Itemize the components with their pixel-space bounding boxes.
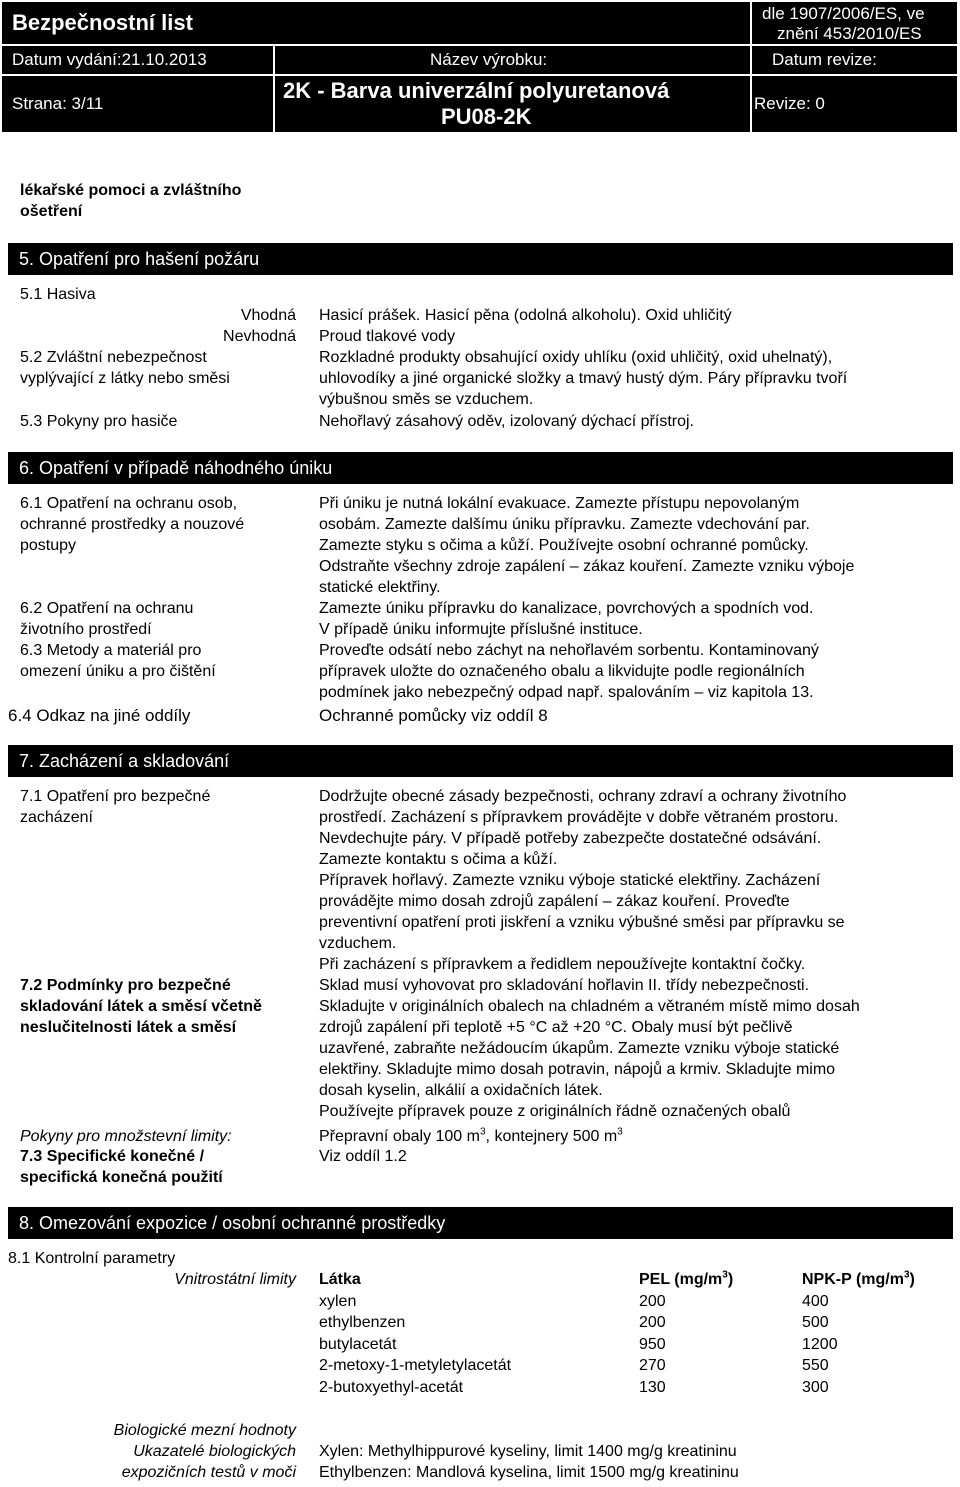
s6-1-value-line-3: Zamezte styku s očima a kůží. Používejte osobní ochranné pomůcky. [319, 537, 809, 554]
section-6-heading: 6. Opatření v případě náhodného úniku [8, 452, 953, 484]
limits-sup-1: 3 [479, 1126, 486, 1138]
s7-2-value-line: zdrojů zapálení při teplotě +5 °C až +20 °C. Obaly musí být pečlivě [319, 1019, 793, 1036]
s7-1-value-line: preventivní opatření proti jiskření a vzniku výbušné směsi par přípravku se [319, 914, 845, 931]
s7-2-value-line: Skladujte v originálních obalech na chladném a větraném místě mimo dosah [319, 998, 860, 1015]
header-product-label-cell [275, 46, 750, 74]
revision-number: Revize: 0 [754, 94, 825, 113]
header-title-cell [2, 2, 750, 44]
s5-2-value-line-1: Rozkladné produkty obsahující oxidy uhlíku (oxid uhličitý, oxid uhelnatý), [319, 349, 833, 366]
pel-header-sup: 3 [722, 1269, 728, 1281]
s7-1-value-line: Při zacházení s přípravkem a ředidlem nepoužívejte kontaktní čočky. [319, 956, 806, 973]
s6-1-label-line-1: 6.1 Opatření na ochranu osob, [20, 495, 238, 512]
row-pel: 270 [639, 1357, 666, 1374]
row-substance: butylacetát [319, 1336, 397, 1353]
s5-suitable-label: Vhodná [240, 307, 296, 324]
npk-header-text-a: NPK-P (mg/m [802, 1271, 904, 1288]
s6-2-value-line-1: Zamezte úniku přípravku do kanalizace, povrchových a spodních vod. [319, 600, 814, 617]
s7-1-value-line: provádějte mimo dosah zdrojů zapálení – zákaz kouření. Proveďte [319, 893, 790, 910]
s7-2-value-line: elektřiny. Skladujte mimo dosah potravin, nápojů a krmiv. Skladujte mimo [319, 1061, 836, 1078]
s8-biological-value-line-1: Xylen: Methylhippurové kyseliny, limit 1400 mg/g kreatininu [319, 1443, 737, 1460]
header-regulation-cell [752, 2, 957, 44]
row-pel: 950 [639, 1336, 666, 1353]
s5-unsuitable-value: Proud tlakové vody [319, 328, 456, 345]
s7-2-value-line: Sklad musí vyhovovat pro skladování hořlavin II. třídy nebezpečnosti. [319, 977, 810, 994]
pel-header-text-b: ) [727, 1271, 734, 1288]
s6-3-label-line-1: 6.3 Metody a materiál pro [20, 642, 202, 659]
s7-2-value-line: dosah kyselin, alkálií a oxidačních látek. [319, 1082, 603, 1099]
s5-1-label: 5.1 Hasiva [20, 286, 96, 303]
s6-1-value-line-4: Odstraňte všechny zdroje zapálení – zákaz kouření. Zamezte vzniku výboje [319, 558, 855, 575]
s8-1-label: 8.1 Kontrolní parametry [8, 1250, 176, 1267]
section-4-tail-line-1: lékařské pomoci a zvláštního [20, 182, 242, 199]
issue-date: Datum vydání:21.10.2013 [12, 50, 207, 69]
s7-2-value-line: uzavřené, zabraňte nežádoucím úkapům. Zamezte vzniku výboje statické [319, 1040, 840, 1057]
s7-quantity-limits-value [319, 1126, 623, 1147]
s8-biological-limits-label: Biologické mezní hodnoty [113, 1422, 296, 1439]
regulation-line-1: dle 1907/2006/ES, ve [762, 4, 925, 23]
s6-3-value-line-1: Proveďte odsátí nebo záchyt na nehořlavém sorbentu. Kontaminovaný [319, 642, 819, 659]
header-revision-cell [752, 76, 957, 132]
section-5-heading: 5. Opatření pro hašení požáru [8, 243, 953, 275]
row-npk: 1200 [802, 1336, 838, 1353]
s6-4-value: Ochranné pomůcky viz oddíl 8 [319, 706, 548, 725]
s7-2-value-line: Používejte přípravek pouze z originálních řádně označených obalů [319, 1103, 791, 1120]
col-npk-header [802, 1269, 915, 1290]
s7-3-label-line-1: 7.3 Specifické konečné / [20, 1148, 205, 1165]
row-npk: 300 [802, 1379, 829, 1396]
s8-national-limits-label: Vnitrostátní limity [174, 1271, 296, 1288]
sheet-title: Bezpečnostní list [12, 10, 193, 35]
product-name-line-1: 2K - Barva univerzální polyuretanová [283, 78, 670, 103]
s8-biological-value-line-2: Ethylbenzen: Mandlová kyselina, limit 1500 mg/g kreatininu [319, 1464, 739, 1481]
row-pel: 200 [639, 1314, 666, 1331]
revision-date-label: Datum revize: [772, 50, 877, 69]
limits-value-part-1: Přepravní obaly 100 m [319, 1128, 480, 1145]
s7-1-value [319, 786, 954, 975]
s5-2-value-line-2: uhlovodíky a jiné organické složky a tmavý hustý dým. Páry přípravku tvoří [319, 370, 848, 387]
s6-1-value-line-1: Při úniku je nutná lokální evakuace. Zamezte přístupu nepovolaným [319, 495, 800, 512]
s6-1-label-line-2: ochranné prostředky a nouzové [20, 516, 245, 533]
s7-1-value-line: Dodržujte obecné zásady bezpečnosti, ochrany zdraví a ochrany životního [319, 788, 847, 805]
s7-2-label-line-3: neslučitelnosti látek a směsí [20, 1019, 237, 1036]
s7-1-value-line: prostředí. Zacházení s přípravkem provádějte v dobře větraném prostoru. [319, 809, 839, 826]
s7-1-value-line: vzduchem. [319, 935, 397, 952]
s7-quantity-limits-label: Pokyny pro množstevní limity: [20, 1128, 232, 1145]
header-page-cell [2, 76, 273, 132]
limits-sup-2: 3 [617, 1126, 623, 1138]
s5-3-label: 5.3 Pokyny pro hasiče [20, 413, 178, 430]
page-number: Strana: 3/11 [12, 94, 104, 113]
npk-header-text-b: ) [909, 1271, 915, 1288]
s6-1-value-line-5: statické elektřiny. [319, 579, 441, 596]
s6-3-value-line-2: přípravek uložte do označeného obalu a likvidujte podle regionálních [319, 663, 805, 680]
row-substance: ethylbenzen [319, 1314, 406, 1331]
row-substance: 2-metoxy-1-metyletylacetát [319, 1357, 512, 1374]
s6-1-label-line-3: postupy [20, 537, 77, 554]
s6-1-value-line-2: osobám. Zamezte dalšímu úniku přípravku. Zamezte vdechování par. [319, 516, 810, 533]
pel-header-text-a: PEL (mg/m [639, 1271, 723, 1288]
row-npk: 400 [802, 1293, 829, 1310]
s7-1-value-line: Zamezte kontaktu s očima a kůží. [319, 851, 558, 868]
row-pel: 130 [639, 1379, 666, 1396]
s6-2-label-line-1: 6.2 Opatření na ochranu [20, 600, 194, 617]
s8-biological-indicator-line-1: Ukazatelé biologických [133, 1443, 296, 1460]
s5-suitable-value: Hasicí prášek. Hasicí pěna (odolná alkoholu). Oxid uhličitý [319, 307, 732, 324]
s5-2-label-line-2: vyplývající z látky nebo směsi [20, 370, 230, 387]
s6-3-label-line-2: omezení úniku a pro čištění [20, 663, 216, 680]
header-product-cell [275, 76, 750, 132]
document-header [0, 0, 960, 148]
product-name-label: Název výrobku: [430, 50, 548, 69]
row-substance: xylen [319, 1293, 357, 1310]
s7-1-label-line-2: zacházení [20, 809, 93, 826]
s6-3-value-line-3: podmínek jako nebezpečný odpad např. spalováním – viz kapitola 13. [319, 684, 814, 701]
s7-1-label-line-1: 7.1 Opatření pro bezpečné [20, 788, 211, 805]
s7-2-label-line-2: skladování látek a směsí včetně [20, 998, 262, 1015]
row-pel: 200 [639, 1293, 666, 1310]
s7-3-value: Viz oddíl 1.2 [319, 1148, 407, 1165]
row-npk: 500 [802, 1314, 829, 1331]
s6-4-label: 6.4 Odkaz na jiné oddíly [8, 706, 191, 725]
s5-2-label-line-1: 5.2 Zvláštní nebezpečnost [20, 349, 207, 366]
s7-2-value [319, 975, 954, 1122]
col-pel-header [639, 1269, 733, 1290]
section-7-heading: 7. Zacházení a skladování [8, 745, 953, 777]
s8-biological-indicator-line-2: expozičních testů v moči [121, 1464, 296, 1481]
section-8-heading: 8. Omezování expozice / osobní ochranné prostředky [8, 1207, 953, 1239]
header-date-cell [2, 46, 273, 74]
s6-2-value-line-2: V případě úniku informujte příslušné instituce. [319, 621, 643, 638]
col-substance-header: Látka [319, 1271, 361, 1288]
regulation-line-2: znění 453/2010/ES [777, 24, 922, 43]
npk-header-sup: 3 [903, 1269, 910, 1281]
s7-3-label-line-2: specifická konečná použití [20, 1169, 223, 1186]
row-substance: 2-butoxyethyl-acetát [319, 1379, 464, 1396]
s5-unsuitable-label: Nevhodná [223, 328, 296, 345]
limits-value-part-2: , kontejnery 500 m [485, 1128, 618, 1145]
s7-1-value-line: Nevdechujte páry. V případě potřeby zabezpečte dostatečné odsávání. [319, 830, 822, 847]
s7-2-label-line-1: 7.2 Podmínky pro bezpečné [20, 977, 231, 994]
s7-1-value-line: Přípravek hořlavý. Zamezte vzniku výboje statické elektřiny. Zacházení [319, 872, 821, 889]
s5-3-value: Nehořlavý zásahový oděv, izolovaný dýchací přístroj. [319, 413, 694, 430]
product-name-line-2: PU08-2K [441, 104, 532, 129]
header-revision-date-cell [752, 46, 957, 74]
s5-2-value-line-3: výbušnou směs se vzduchem. [319, 391, 534, 408]
row-npk: 550 [802, 1357, 829, 1374]
s6-2-label-line-2: životního prostředí [20, 621, 152, 638]
section-4-tail-line-2: ošetření [20, 203, 83, 220]
